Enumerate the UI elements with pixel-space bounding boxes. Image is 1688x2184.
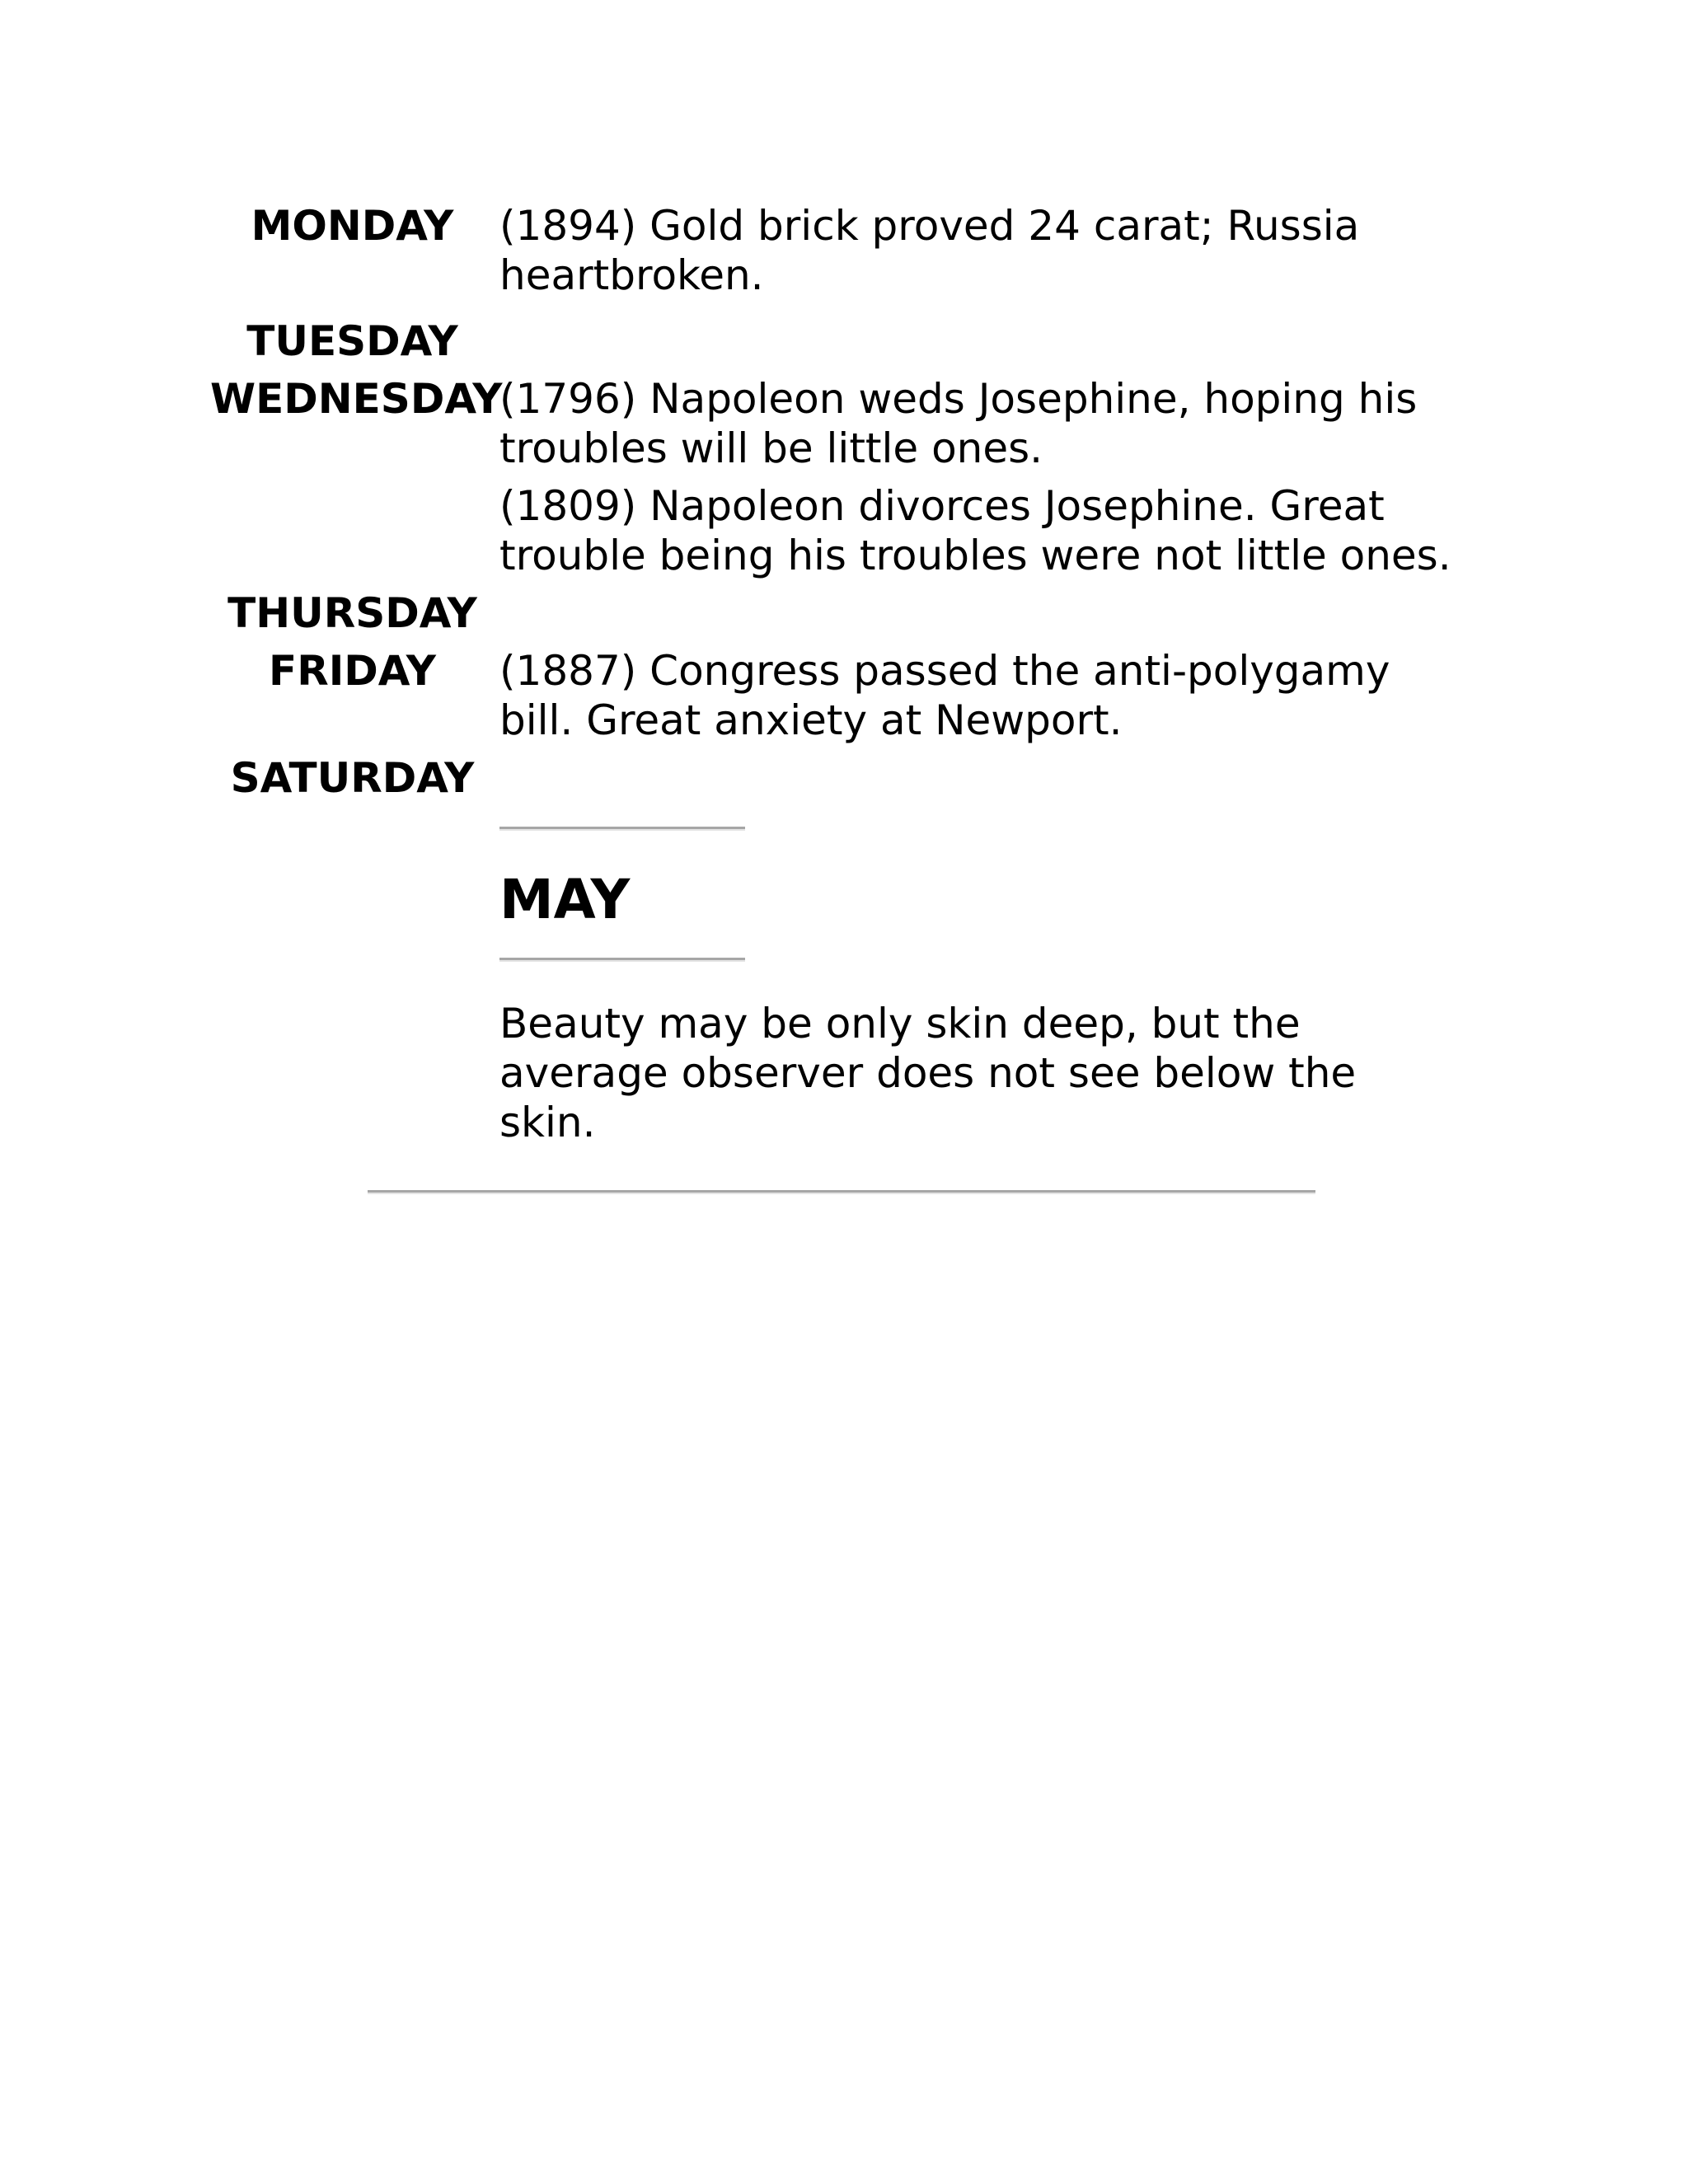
entry-text: (1809) Napoleon divorces Josephine. Great trouble being his troubles were not little ones. [499, 482, 1451, 579]
entry-monday [499, 201, 1456, 300]
month-title: MAY [499, 868, 631, 931]
section-divider [368, 1190, 1315, 1194]
entry-text: (1894) Gold brick proved 24 carat; Russia heartbroken. [499, 202, 1360, 299]
entry-wednesday-1 [499, 374, 1456, 473]
day-label-tuesday: TUESDAY [246, 317, 458, 365]
day-label-friday: FRIDAY [269, 647, 436, 695]
divider-top [499, 827, 745, 831]
entry-text: (1796) Napoleon weds Josephine, hoping his troubles will be little ones. [499, 375, 1418, 472]
day-label-saturday: SATURDAY [230, 754, 475, 802]
entry-wednesday-2 [499, 481, 1456, 580]
month-quote: Beauty may be only skin deep, but the average observer does not see below the skin. [499, 1000, 1357, 1146]
day-label-wednesday: WEDNESDAY [210, 375, 503, 423]
entry-friday [499, 646, 1456, 745]
entry-text: (1887) Congress passed the anti-polygamy bill. Great anxiety at Newport. [499, 647, 1390, 744]
day-label-thursday: THURSDAY [227, 589, 477, 637]
divider-bottom [499, 958, 745, 962]
day-label-monday: MONDAY [251, 202, 454, 250]
